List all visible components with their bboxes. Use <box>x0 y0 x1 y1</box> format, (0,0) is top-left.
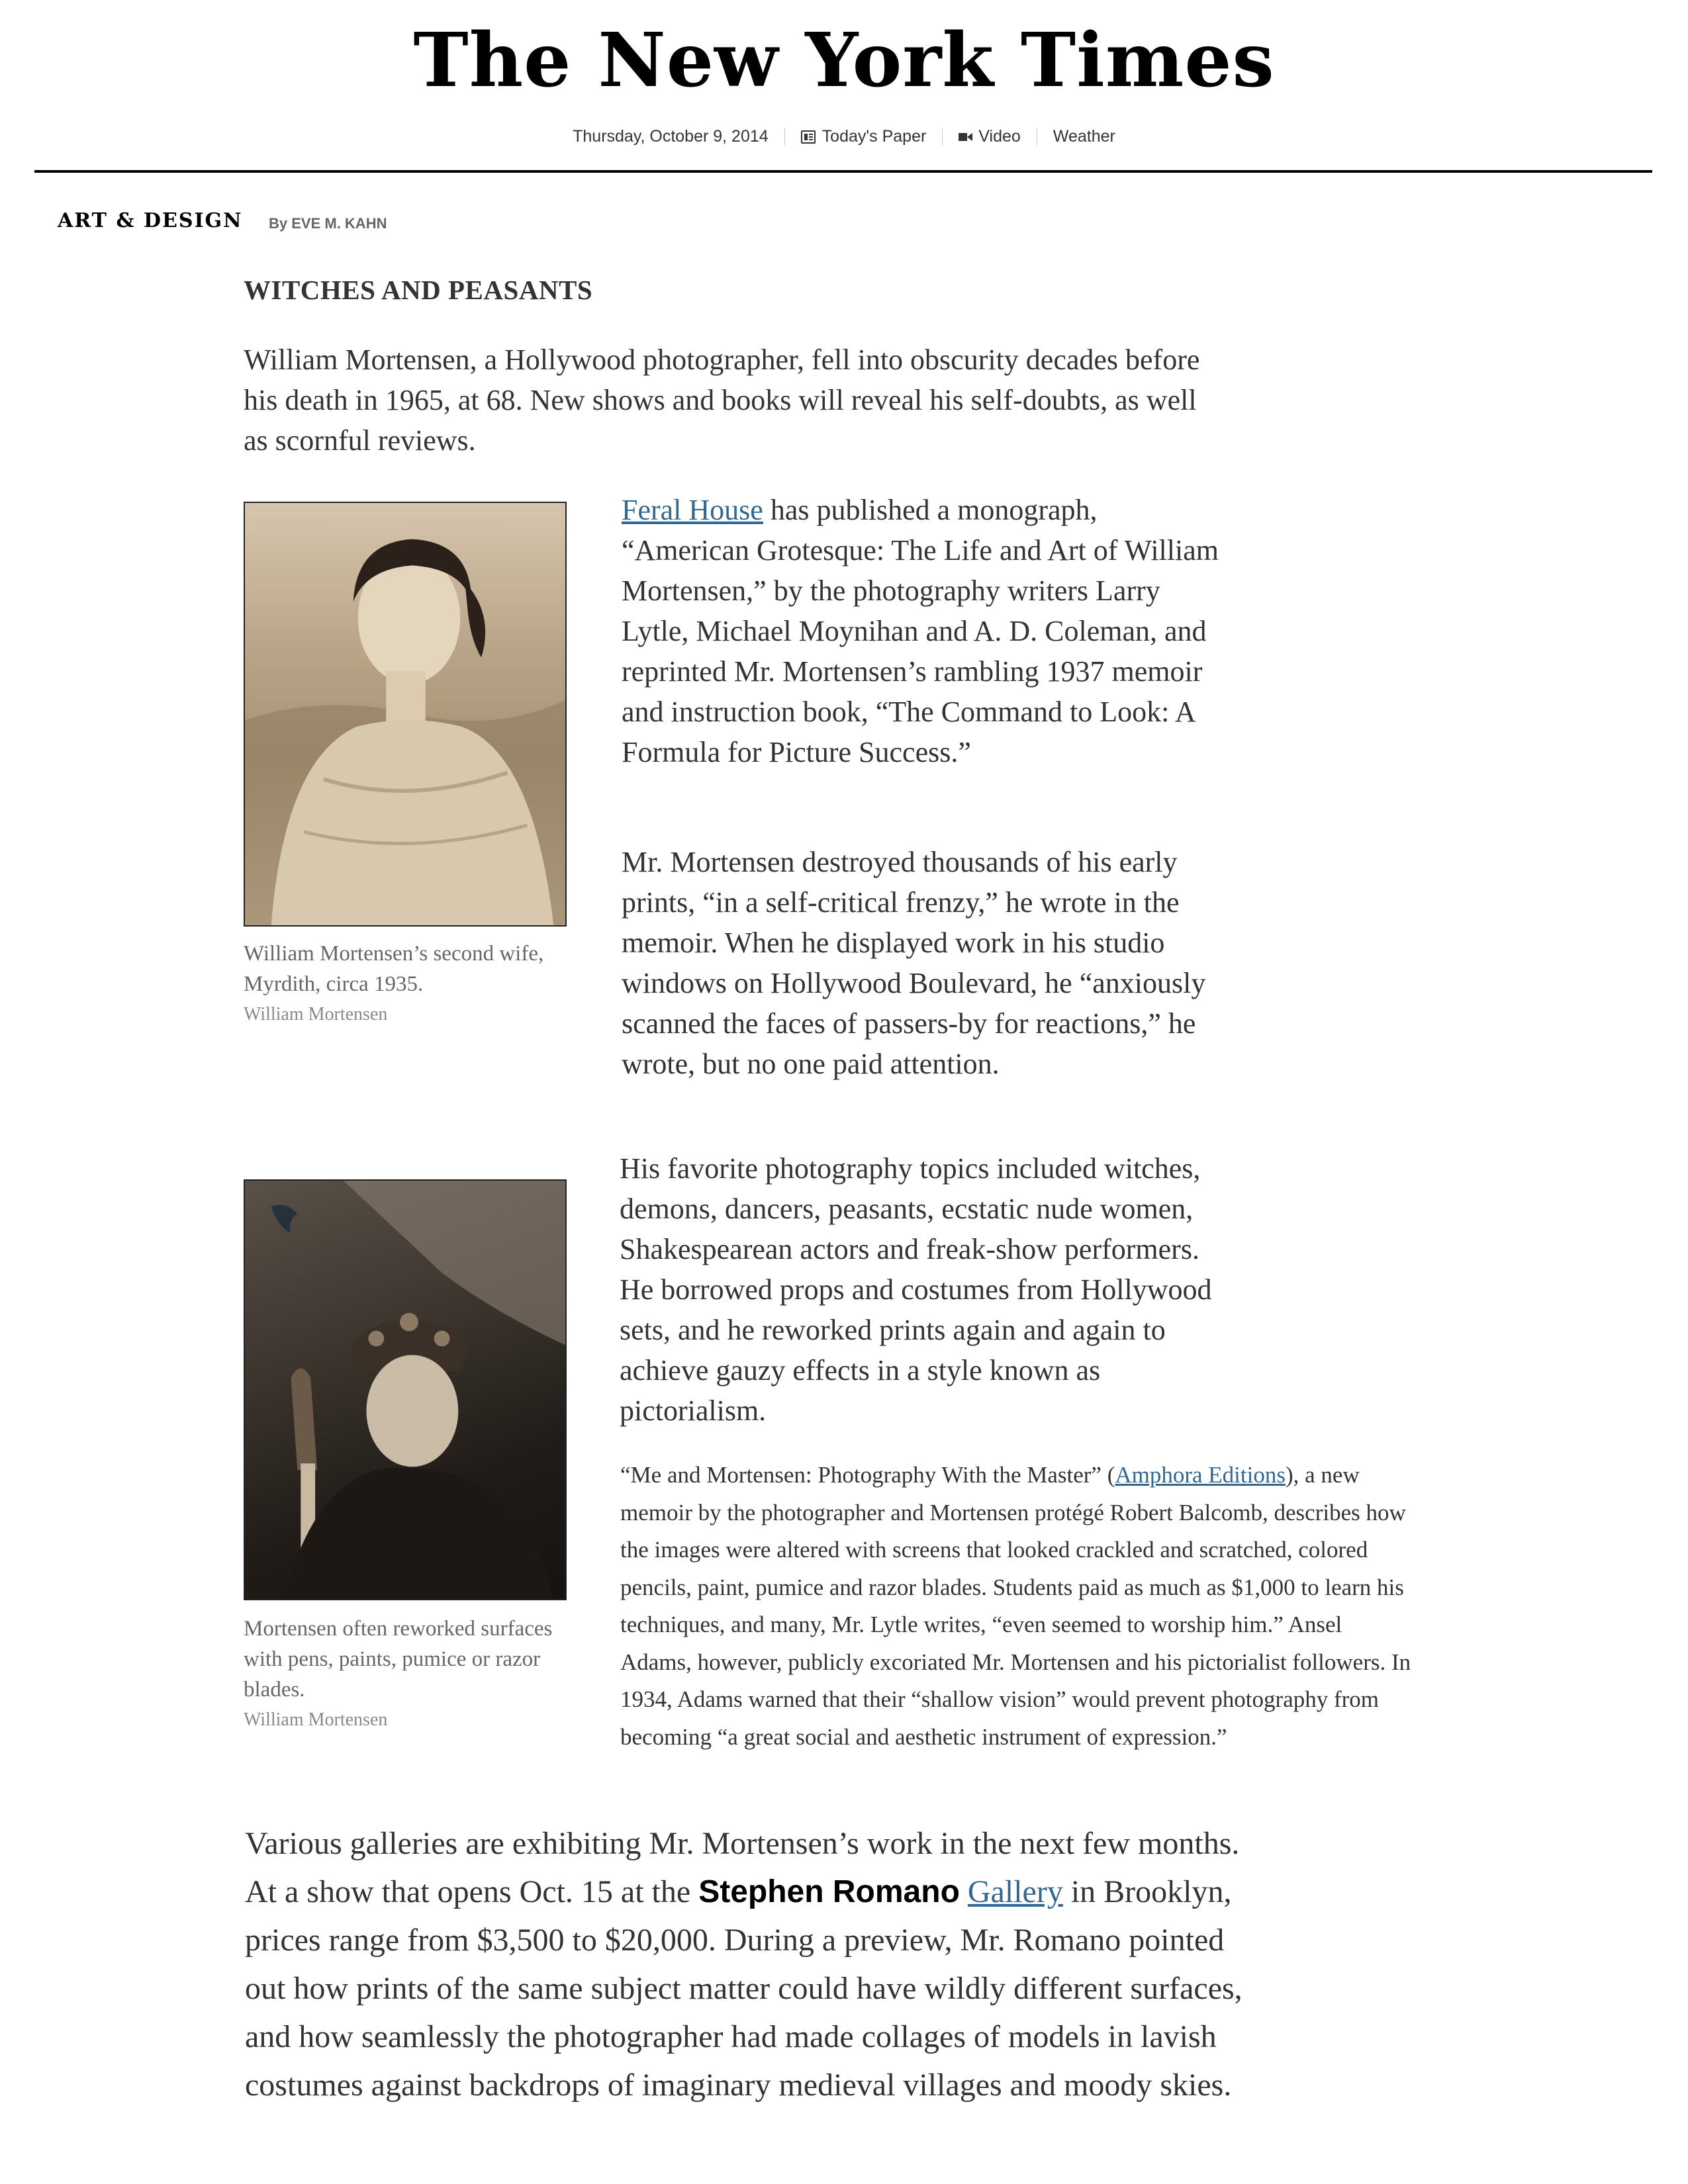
photo-credit: William Mortensen <box>244 1709 388 1730</box>
divider <box>784 128 785 146</box>
nyt-logo[interactable]: The New York Times <box>413 17 1275 104</box>
article-headline: WITCHES AND PEASANTS <box>244 275 593 305</box>
photo-myrdith[interactable] <box>244 502 567 927</box>
gallery-link[interactable]: Gallery <box>967 1874 1063 1909</box>
photo-caption: William Mortensen’s second wife, Myrdith, circa 1935. <box>244 942 544 996</box>
paragraph-text: has published a monograph, “American Grotesque: The Life and Art of William Mortensen,” by the photography writers Larry Lytle, Michael Moynihan and A. D. Coleman, and reprinted Mr. Mortensen’s rambling 1937 memoir and instruction book, “The Command to Look: A Formula for Picture Success.” <box>622 494 1219 768</box>
article-paragraph <box>245 1819 1264 2109</box>
portrait-illustration <box>245 1181 565 1599</box>
photo-caption: Mortensen often reworked surfaces with pens, paints, pumice or razor blades. <box>244 1617 553 1702</box>
portrait-illustration <box>245 503 565 925</box>
byline: By EVE M. KAHN <box>269 215 387 232</box>
current-date: Thursday, October 9, 2014 <box>573 127 769 146</box>
todays-paper-label: Today's Paper <box>821 127 927 146</box>
paragraph-text: Various galleries are exhibiting Mr. Mortensen’s work in the next few months. At a show that opens Oct. 15 at the <box>245 1826 1240 1909</box>
newspaper-icon <box>801 130 816 144</box>
article-paragraph <box>620 1457 1415 1756</box>
video-label: Video <box>978 127 1021 146</box>
paragraph-text: ), a new memoir by the photographer and Mortensen protégé Robert Balcomb, describes how the images were altered with screens that looked crackled and scratched, colored pencils, paint, pumice and razor blades. Students paid as much as $1,000 to learn his techniques, and many, Mr. Lytle writes, “even seemed to worship him.” Ansel Adams, however, publicly excoriated Mr. Mortensen and his pictorialist followers. In 1934, Adams warned that their “shallow vision” would prevent photography from becoming “a great social and aesthetic instrument of expression.” <box>620 1462 1411 1750</box>
divider <box>942 128 943 146</box>
weather-link[interactable]: Weather <box>1053 127 1115 146</box>
photo-credit: William Mortensen <box>244 1004 388 1024</box>
date-bar <box>0 127 1688 146</box>
masthead-rule <box>34 170 1652 173</box>
video-camera-icon <box>959 132 973 142</box>
feral-house-link[interactable]: Feral House <box>622 494 763 526</box>
photo-reworked-surface[interactable] <box>244 1179 567 1600</box>
gallery-name: Stephen Romano <box>698 1874 960 1909</box>
article-paragraph <box>622 490 1224 772</box>
video-link[interactable] <box>959 127 1021 146</box>
todays-paper-link[interactable] <box>801 127 927 146</box>
article-intro: William Mortensen, a Hollywood photographer, fell into obscurity decades before his death in 1965, at 68. New shows and books will reveal his self-doubts, as well as scornful reviews. <box>244 343 1200 457</box>
paragraph-text: in Brooklyn, prices range from $3,500 to $20,000. During a preview, Mr. Romano pointed out how prints of the same subject matter could have wildly different surfaces, and how seamlessly the photographer had made collages of models in lavish costumes against backdrops of imaginary medieval villages and moody skies. <box>245 1874 1243 2103</box>
amphora-editions-link[interactable]: Amphora Editions <box>1115 1462 1286 1488</box>
article-paragraph: Mr. Mortensen destroyed thousands of his early prints, “in a self-critical frenzy,” he wrote in the memoir. When he displayed work in his studio windows on Hollywood Boulevard, he “anxiously scanned the faces of passers-by for reactions,” he wrote, but no one paid attention. <box>622 846 1206 1080</box>
article-paragraph: His favorite photography topics included witches, demons, dancers, peasants, ecstatic nude women, Shakespearean actors and freak-show performers. He borrowed props and costumes from Hollywood sets, and he reworked prints again and again to achieve gauzy effects in a style known as pictorialism. <box>620 1152 1212 1427</box>
section-label[interactable]: ART & DESIGN <box>58 209 243 232</box>
paragraph-text: “Me and Mortensen: Photography With the Master” ( <box>620 1462 1115 1488</box>
